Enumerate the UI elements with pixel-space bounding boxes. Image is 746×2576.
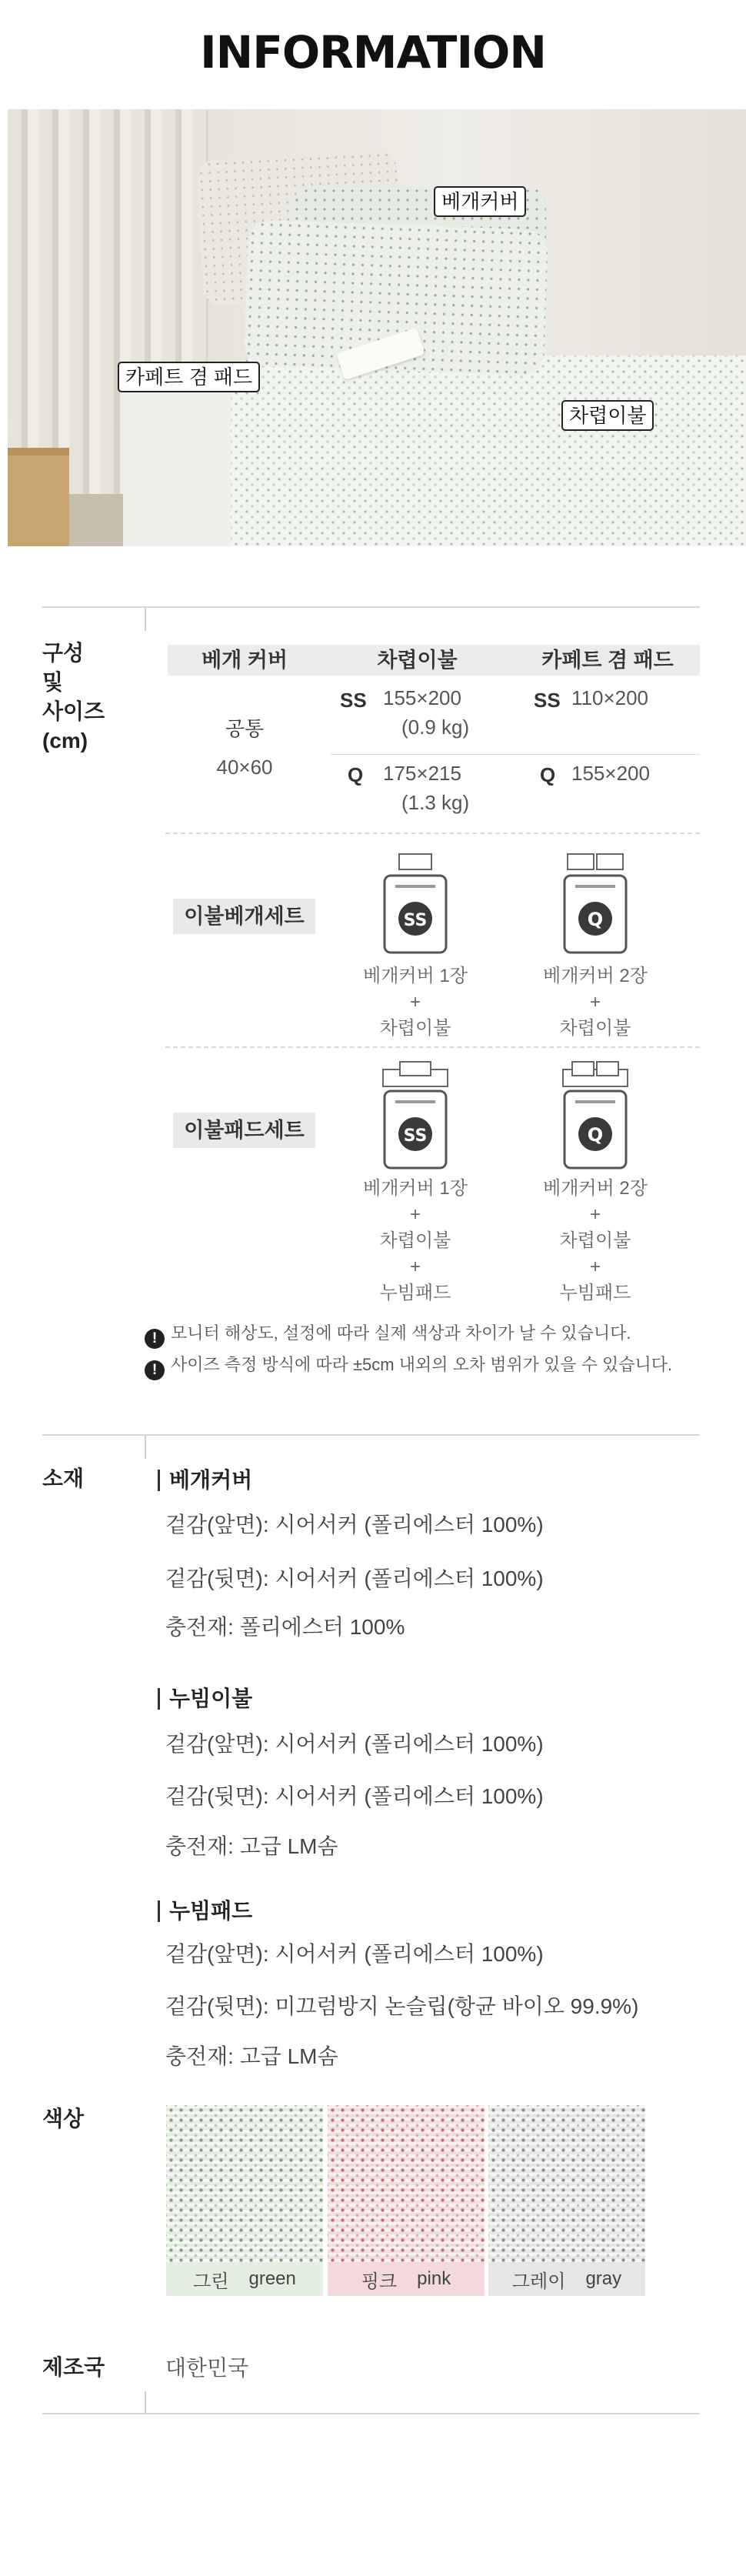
material-line: 충전재: 고급 LM솜	[165, 1834, 338, 1858]
material-line: 겉감(앞면): 시어서커 (폴리에스터 100%)	[165, 1942, 544, 1966]
size-badge-text: Q	[587, 909, 604, 930]
warning-icon: !	[145, 1360, 165, 1380]
section-tick	[145, 608, 146, 631]
fabric-swatch	[166, 2105, 323, 2262]
material-group-title: 누빔패드	[158, 1900, 252, 1922]
quilt-q-code: Q	[348, 763, 364, 786]
section-divider	[42, 2413, 700, 2414]
tag-quilt: 차렵이불	[561, 400, 654, 431]
section-tick	[145, 2391, 146, 2414]
swatch-name-en: pink	[417, 2268, 451, 2289]
pillow-size: 40×60	[216, 756, 273, 779]
notice-text: 모니터 해상도, 설정에 따라 실제 색상과 차이가 날 수 있습니다.	[171, 1323, 631, 1343]
set-line: +	[409, 992, 421, 1013]
swatch-caption	[166, 2262, 323, 2296]
material-line: 겉감(앞면): 시어서커 (폴리에스터 100%)	[165, 1513, 544, 1537]
header-pad: 카페트 겸 패드	[541, 649, 674, 672]
set-line: 베개커버 2장	[543, 1178, 648, 1199]
set-line: +	[409, 1256, 421, 1277]
material-line: 겉감(뒷면): 미끄럼방지 논슬립(항균 바이오 99.9%)	[165, 1994, 639, 2018]
set-line: 차렵이불	[379, 1018, 451, 1039]
set-contents	[526, 963, 664, 1042]
swatch-name-kr: 핑크	[361, 2271, 398, 2292]
package-icon	[381, 1060, 449, 1173]
set-contents	[526, 1176, 664, 1306]
color-swatch-pink[interactable]	[328, 2105, 485, 2302]
fabric-swatch	[328, 2105, 485, 2262]
set-line: +	[589, 1256, 601, 1277]
color-label: 색상	[42, 2107, 85, 2131]
pad-q-size: 155×200	[571, 762, 650, 785]
pad-q-code: Q	[540, 763, 556, 786]
set-line: 차렵이불	[559, 1018, 631, 1039]
size-badge-text: SS	[403, 911, 428, 930]
swatch-name-en: green	[248, 2268, 296, 2289]
swatch-caption	[328, 2262, 485, 2296]
quilt-q-weight: (1.3 kg)	[401, 791, 470, 814]
material-group-title: 베개커버	[158, 1470, 252, 1491]
section-divider	[42, 1434, 700, 1436]
dashed-divider	[165, 1046, 700, 1048]
set-line: 베개커버 2장	[543, 966, 648, 986]
header-pillow: 베개 커버	[201, 649, 288, 672]
notice-text: 사이즈 측정 방식에 따라 ±5cm 내외의 오차 범위가 있을 수 있습니다.	[171, 1355, 673, 1374]
size-badge-text: SS	[403, 1126, 428, 1146]
color-swatch-gray[interactable]	[488, 2105, 645, 2302]
origin-label: 제조국	[42, 2355, 105, 2379]
fabric-swatch	[488, 2105, 645, 2262]
swatch-name-kr: 그레이	[511, 2271, 566, 2292]
material-line: 충전재: 고급 LM솜	[165, 2044, 338, 2068]
section-tick	[145, 1436, 146, 1459]
section-divider	[42, 606, 700, 608]
set-contents	[346, 1176, 485, 1306]
set-line: 차렵이불	[379, 1230, 451, 1251]
set-line: 베개커버 1장	[363, 1178, 468, 1199]
notice-item	[145, 1353, 672, 1380]
photo-quilt	[231, 355, 746, 546]
material-line: 겉감(뒷면): 시어서커 (폴리에스터 100%)	[165, 1567, 544, 1590]
tag-pillow-cover: 베개커버	[434, 186, 526, 217]
package-icon	[383, 853, 448, 957]
material-group-title: 누빔이불	[158, 1688, 252, 1710]
quilt-q-size: 175×215	[383, 762, 461, 785]
set-line: +	[409, 1204, 421, 1225]
swatch-name-kr: 그린	[193, 2271, 229, 2292]
origin-value: 대한민국	[165, 2356, 249, 2380]
set-name-quilt-pillow: 이불베개세트	[173, 899, 315, 934]
material-label: 소재	[42, 1467, 85, 1490]
quilt-ss-size: 155×200	[383, 686, 461, 709]
material-line: 충전재: 폴리에스터 100%	[165, 1615, 405, 1639]
pad-ss-code: SS	[534, 689, 561, 712]
set-line: 베개커버 1장	[363, 966, 468, 986]
swatch-caption	[488, 2262, 645, 2296]
package-icon	[561, 1060, 629, 1173]
pillow-common: 공통	[225, 717, 265, 740]
notice-item	[145, 1322, 631, 1349]
material-line: 겉감(앞면): 시어서커 (폴리에스터 100%)	[165, 1732, 544, 1756]
size-badge-text: Q	[587, 1124, 604, 1146]
color-swatch-green[interactable]	[166, 2105, 323, 2302]
package-icon	[563, 853, 628, 957]
product-photo	[8, 109, 746, 546]
quilt-ss-code: SS	[340, 689, 367, 712]
dashed-divider	[165, 833, 700, 834]
row-divider	[331, 754, 700, 755]
set-line: +	[589, 992, 601, 1013]
warning-icon: !	[145, 1329, 165, 1349]
set-line: +	[589, 1204, 601, 1225]
tag-carpet-pad: 카페트 겸 패드	[118, 362, 260, 392]
set-contents	[346, 963, 485, 1042]
swatch-name-en: gray	[585, 2268, 622, 2289]
set-line: 누빔패드	[379, 1283, 451, 1303]
header-quilt: 차렵이불	[377, 649, 458, 672]
quilt-ss-weight: (0.9 kg)	[401, 716, 470, 739]
material-line: 겉감(뒷면): 시어서커 (폴리에스터 100%)	[165, 1784, 544, 1808]
set-line: 차렵이불	[559, 1230, 631, 1251]
set-name-quilt-pad: 이불패드세트	[173, 1113, 315, 1148]
page-title: INFORMATION	[200, 26, 546, 78]
pad-ss-size: 110×200	[571, 686, 649, 709]
photo-side-table	[8, 448, 69, 546]
set-line: 누빔패드	[559, 1283, 631, 1303]
size-label: 구성 및 사이즈 (cm)	[42, 641, 105, 752]
